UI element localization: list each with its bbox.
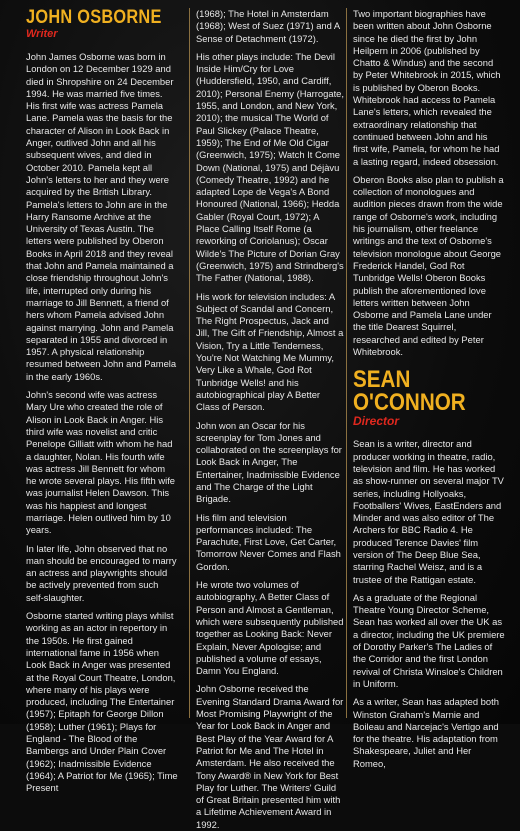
osborne-bio-paragraph: Two important biographies have been written about John Osborne since he died the first by John Heilpern in 2006 (published by Chatto & Windus) and the second by Peter Whitebrook in 2015, which is published by Oberon Books. Whitebrook had access to Pamela Lane's letters, which revealed the extraordinary relationship that continued between John and his first wife, Pamela, for whom he had a lasting regard, indeed obsession. <box>353 8 501 167</box>
oconnor-bio-paragraph: As a graduate of the Regional Theatre Young Director Scheme, Sean has worked all over the UK as a director, including the UK premiere of Dorothy Parker's The Ladies of the Corridor and the first London revival of Christa Winsloe's Children in Uniform. <box>353 591 505 689</box>
oconnor-name-line2: O'CONNOR <box>353 389 466 417</box>
osborne-bio-paragraph: John James Osborne was born in London on 12 December 1929 and died in Shropshire on 24 December 1994. He was married five times. His first wife was actress Pamela Lane. Pamela was the basis for the character of Alison in Look Back in Anger, outlived John and all his subsequent wives, and died in October 2010. Pamela kept all John's letters to her and they were acquired by the British Library. Pamela's letters to John are in the Harry Ransome Archive at the University of Texas Austin. The letters were published by Oberon Books in April 2018 and they reveal that John and Pamela maintained a close friendship throughout John's life, interrupted only during his marriage to Jill Bennett, a friend of hers whom Pamela advised John against marrying. John and Pamela separated in 1955 and divorced in 1957. A physical relationship resumed between John and Pamela in the early 1960s. <box>26 51 177 382</box>
oconnor-bio-paragraph: Sean is a writer, director and producer working in theatre, radio, television and film. He has worked as show-runner on several major TV series, including Hollyoaks, Footballers' Wives, EastEnders and Minder and was also editor of The Archers for BBC Radio 4. He produced Terence Davies' film version of The Deep Blue Sea, starring Rachel Weisz, and is a trustee of the Rattigan estate. <box>353 438 504 585</box>
osborne-bio-paragraph: (1968); The Hotel in Amsterdam (1968); West of Suez (1971) and A Sense of Detachment (1972). <box>196 8 340 44</box>
osborne-bio-paragraph: His film and television performances included: The Parachute, First Love, Get Carter, Tomorrow Never Comes and Flash Gordon. <box>196 511 341 572</box>
column-3 <box>346 8 505 769</box>
osborne-bio-paragraph: His work for television includes: A Subject of Scandal and Concern, The Right Prospectus, Jack and Jill, The Gift of Friendship, Almost a Vision, Try a Little Tenderness, You're Not Watching Me Mummy, Very Like a Whale, God Rot Tunbridge Wells! and his autobiographical play A Better Class of Person. <box>196 290 344 413</box>
osborne-bio-paragraph: John won an Oscar for his screenplay for Tom Jones and collaborated on the screenplays for Look Back in Anger, The Entertainer, Inadmissible Evidence and The Charge of the Light Brigade. <box>196 419 342 505</box>
osborne-bio-paragraph: John Osborne received the Evening Standard Drama Award for Most Promising Playwright of the Year for Look Back in Anger and Best Play of the Year Award for A Patriot for Me and The Hotel in Amsterdam. He also received the Tony Award® in New York for Best Play for Luther. The Writers' Guild of Great Britain presented him with a Lifetime Achievement Award in 1992. <box>196 683 344 830</box>
oconnor-bio-paragraph: As a writer, Sean has adapted both Winston Graham's Marnie and Boileau and Narcejac's Vertigo and for the theatre. His adaptation from Shakespeare, Juliet and Her Romeo, <box>353 696 499 769</box>
osborne-role: Writer <box>26 28 58 40</box>
oconnor-role: Director <box>353 414 400 429</box>
osborne-name: JOHN OSBORNE <box>26 7 162 28</box>
osborne-bio-paragraph: His other plays include: The Devil Inside Him/Cry for Love (Huddersfield, 1950, and Cardiff, 2010); Personal Enemy (Harrogate, 1955, and London, and New York, 2010); the musical The World of Paul Slickey (Palace Theatre, 1959); The End of Me Old Cigar (Greenwich, 1975); Watch It Come Down (National, 1975) and Déjàvu (Comedy Theatre, 1992) and he adapted Lope de Vega's A Bond Honoured (National, 1966); Hedda Gabler (Royal Court, 1972); A Place Calling Itself Rome (a reworking of Coriolanus); Oscar Wilde's The Picture of Dorian Gray (Greenwich, 1975) and Strindberg's The Father (National, 1988). <box>196 50 344 284</box>
osborne-bio-paragraph: John's second wife was actress Mary Ure who created the role of Alison in Look Back in Anger. His third wife was novelist and critic Penelope Gilliatt with whom he had a daughter, Nolan. His fourth wife was actress Jill Bennett for whom he wrote several plays. His fifth wife was journalist Helen Dawson. This was his happiest and longest marriage. Helen outlived him by 10 years. <box>26 389 176 536</box>
osborne-bio-paragraph: Oberon Books also plan to publish a collection of monologues and audition pieces drawn from the wide range of Osborne's work, including his journalism, other freelance writings and the text of Osborne's television monologue about George Frederick Handel, God Rot Tunbridge Wells! Oberon Books publish the aforementioned love letters written between John Osborne and Pamela Lane under the title Dearest Squirrel, researched and edited by Peter Whitebrook. <box>353 173 504 358</box>
column-1 <box>26 7 178 794</box>
column-2 <box>189 8 345 830</box>
osborne-bio-paragraph: In later life, John observed that no man should be encouraged to marry an actress and playwrights should be actively prevented from such self-slaughter. <box>26 542 177 603</box>
osborne-bio-paragraph: He wrote two volumes of autobiography, A Better Class of Person and Almost a Gentleman, which were subsequently published together as Looking Back: Never Explain, Never Apologise; and published a volume of essays, Damn You England. <box>196 579 344 677</box>
oconnor-name-line1: SEAN <box>353 366 411 394</box>
osborne-bio-paragraph: Osborne started writing plays whilst working as an actor in repertory in the 1950s. He first gained international fame in 1956 when Look Back in Anger was presented at the Royal Court Theatre, London, where many of his plays were produced, including The Entertainer (1957); Epitaph for George Dillon (1958); Luther (1961); Plays for England - The Blood of the Bambergs and Under Plain Cover (1962); Inadmissible Evidence (1964); A Patriot for Me (1965); Time Present <box>26 610 178 794</box>
